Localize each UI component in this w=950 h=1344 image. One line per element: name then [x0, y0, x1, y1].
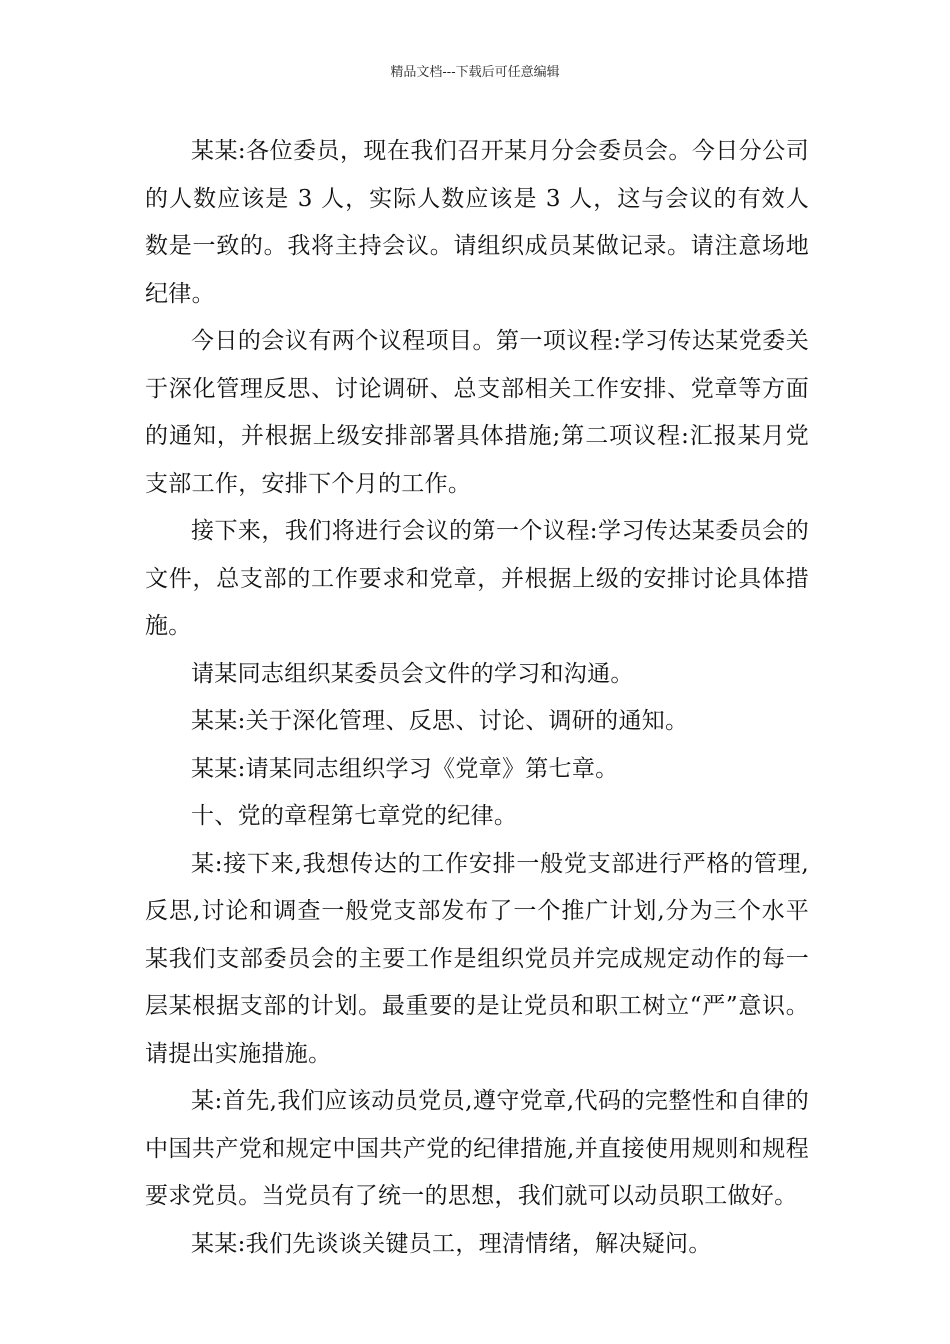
paragraph-opening-remarks: 某某:各位委员，现在我们召开某月分会委员会。今日分公司的人数应该是 3 人，实际人数应该是 3 人，这与会议的有效人数是一致的。我将主持会议。请组织成员某做记录。请注意场地纪律。 — [145, 138, 809, 307]
paragraph-key-employees: 某某:我们先谈谈关键员工，理清情绪，解决疑问。 — [191, 1230, 712, 1257]
paragraph-first-agenda-item: 接下来，我们将进行会议的第一个议程:学习传达某委员会的文件，总支部的工作要求和党章，并根据上级的安排讨论具体措施。 — [145, 518, 809, 639]
paragraph-notice-topic: 某某:关于深化管理、反思、讨论、调研的通知。 — [191, 708, 689, 734]
paragraph-party-constitution-study: 某某:请某同志组织学习《党章》第七章。 — [191, 755, 619, 782]
paragraph-chapter-heading: 十、党的章程第七章党的纪律。 — [191, 803, 518, 829]
page-header: 精品文档---下载后可任意编辑 — [390, 65, 560, 80]
document-body — [145, 128, 809, 1268]
paragraph-agenda-overview: 今日的会议有两个议程项目。第一项议程:学习传达某党委关于深化管理反思、讨论调研、总支部相关工作安排、党章等方面的通知，并根据上级安排部署具体措施;第二项议程:汇报某月党支部工作，安排下个月的工作。 — [145, 328, 809, 497]
paragraph-study-request: 请某同志组织某委员会文件的学习和沟通。 — [191, 660, 634, 687]
paragraph-work-arrangement: 某:接下来,我想传达的工作安排一般党支部进行严格的管理,反思,讨论和调查一般党支部发布了一个推广计划,分为三个水平某我们支部委员会的主要工作是组织党员并完成规定动作的每一层某根据支部的计划。最重要的是让党员和职工树立“严”意识。请提出实施措施。 — [145, 850, 809, 1067]
paragraph-mobilize-members: 某:首先,我们应该动员党员,遵守党章,代码的完整性和自律的中国共产党和规定中国共产党的纪律措施,并直接使用规则和规程要求党员。当党员有了统一的思想，我们就可以动员职工做好。 — [145, 1088, 809, 1209]
